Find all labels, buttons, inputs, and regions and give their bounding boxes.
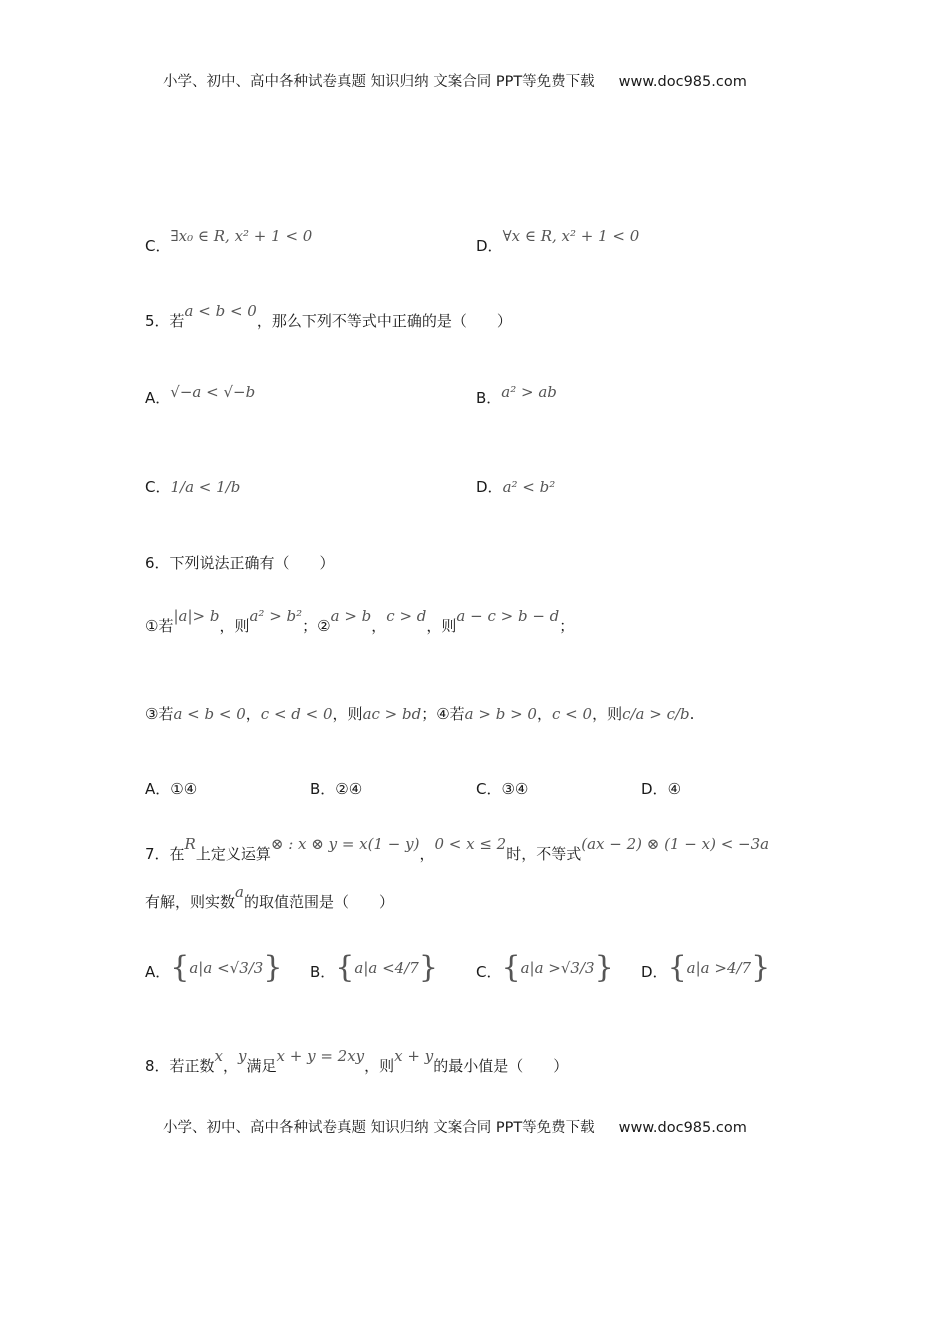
sep: ， (371, 617, 387, 635)
s4-prefix: ；④若 (421, 705, 465, 723)
q5-b-math: a² > ab (501, 383, 557, 401)
option-label: A． (145, 963, 171, 981)
q8-expression: x + y (394, 1047, 434, 1065)
option-value: ④ (667, 780, 682, 798)
option-label: A． (145, 780, 171, 798)
q7-range: 0 < x ≤ 2 (434, 835, 507, 853)
q7-a: a (235, 883, 244, 901)
q8-y: y (238, 1047, 247, 1065)
q6-option-c (476, 778, 528, 799)
q7-R: R (184, 835, 196, 853)
q5-number: 5．若 (145, 312, 185, 330)
option-value: ①④ (170, 780, 198, 798)
q5-option-d (476, 476, 555, 497)
option-label: D． (641, 963, 668, 981)
q5-option-a (145, 383, 256, 408)
q5-option-b (476, 383, 557, 408)
s2-end: ； (559, 617, 575, 635)
s1-res: a² > b² (249, 607, 303, 625)
q6-text: 6．下列说法正确有（ ） (145, 554, 335, 572)
option-relation: a|a > (520, 958, 561, 977)
option-relation: a|a > (686, 958, 727, 977)
option-label: B． (310, 780, 336, 798)
option-value: 4/7 (394, 958, 419, 977)
option-value: ②④ (335, 780, 363, 798)
q7-text1: 上定义运算 (195, 845, 271, 863)
s2-prefix: ；② (302, 617, 331, 635)
q6-option-a (145, 778, 197, 799)
q4-d-math: ∀x ∈ R, x² + 1 < 0 (502, 227, 640, 245)
s2-res: a − c > b − d (456, 607, 560, 625)
q7-option-a (145, 950, 282, 985)
header-url[interactable]: www.doc985.com (618, 74, 747, 90)
q8-stem (145, 1047, 569, 1076)
q6-stem (145, 552, 335, 573)
option-label: C． (145, 237, 171, 255)
s1-cond: |a|> b (173, 607, 220, 625)
option-relation: a|a < (189, 958, 230, 977)
q8-condition: x + y = 2xy (276, 1047, 365, 1065)
s1-then: ，则 (219, 617, 250, 635)
q7-stem-line1 (145, 835, 770, 864)
left-brace-icon: { (335, 950, 355, 985)
option-label: D． (476, 237, 503, 255)
option-label: B． (310, 963, 336, 981)
q5-stem (145, 302, 512, 331)
header-text: 小学、初中、高中各种试卷真题 知识归纳 文案合同 PPT等免费下载 (163, 74, 595, 90)
option-label: C． (476, 963, 502, 981)
q8-text3: 的最小值是（ ） (433, 1057, 569, 1075)
s3-c1: a < b < 0 (173, 705, 246, 723)
end-mark: . (689, 705, 695, 723)
q5-a-math: √−a < √−b (170, 383, 256, 401)
option-label: D． (641, 780, 668, 798)
q5-condition: a < b < 0 (184, 302, 257, 320)
q7-line2a: 有解，则实数 (145, 893, 236, 911)
q6-option-d (641, 778, 681, 799)
q4-c-math: ∃x₀ ∈ R, x² + 1 < 0 (170, 227, 313, 245)
q8-text1: 满足 (246, 1057, 277, 1075)
q8-comma: ， (223, 1057, 239, 1075)
sep: ， (536, 705, 552, 723)
option-label: B． (476, 389, 502, 407)
q5-text: ，那么下列不等式中正确的是（ ） (256, 312, 512, 330)
left-brace-icon: { (501, 950, 521, 985)
s3-c2: c < d < 0 (260, 705, 333, 723)
q7-number: 7．在 (145, 845, 185, 863)
q7-inequality: (ax − 2) ⊗ (1 − x) < −3a (581, 835, 770, 853)
q5-option-c (145, 476, 240, 497)
s2-c2: c > d (386, 607, 427, 625)
right-brace-icon: } (594, 950, 614, 985)
q8-x: x (214, 1047, 224, 1065)
q7-option-c (476, 950, 614, 985)
option-label: C． (476, 780, 502, 798)
q7-option-d (641, 950, 770, 985)
q7-op-def: ⊗ : x ⊗ y = x(1 − y) (270, 835, 420, 853)
q7-stem-line2 (145, 883, 394, 912)
q6-option-b (310, 778, 362, 799)
option-value: √3/3 (560, 958, 595, 977)
q4-option-c (145, 227, 313, 256)
right-brace-icon: } (418, 950, 438, 985)
footer-text: 小学、初中、高中各种试卷真题 知识归纳 文案合同 PPT等免费下载 (163, 1120, 595, 1136)
s2-then: ，则 (426, 617, 457, 635)
page-footer (163, 1116, 747, 1137)
left-brace-icon: { (170, 950, 190, 985)
option-relation: a|a < (354, 958, 395, 977)
option-value: 4/7 (726, 958, 752, 977)
s3-then: ，则 (332, 705, 363, 723)
q6-statements-3-4 (145, 703, 694, 724)
q6-statements-1-2 (145, 607, 575, 636)
s4-res: c/a > c/b (622, 705, 690, 723)
q7-text2: 时，不等式 (506, 845, 582, 863)
s3-res: ac > bd (362, 705, 422, 723)
q8-number: 8．若正数 (145, 1057, 215, 1075)
left-brace-icon: { (667, 950, 687, 985)
right-brace-icon: } (751, 950, 771, 985)
page-header (163, 70, 747, 91)
q4-option-d (476, 227, 640, 256)
q5-c-math: 1/a < 1/b (170, 478, 241, 496)
q8-text2: ，则 (364, 1057, 395, 1075)
s4-c1: a > b > 0 (464, 705, 537, 723)
sep: ， (245, 705, 261, 723)
option-value: ③④ (501, 780, 529, 798)
right-brace-icon: } (263, 950, 283, 985)
s3-prefix: ③若 (145, 705, 174, 723)
q7-line2b: 的取值范围是（ ） (243, 893, 394, 911)
s4-c2: c < 0 (552, 705, 593, 723)
option-label: C． (145, 478, 171, 496)
q7-comma: ， (419, 845, 435, 863)
s2-c1: a > b (330, 607, 372, 625)
s1-prefix: ①若 (145, 617, 174, 635)
option-value: √3/3 (229, 958, 264, 977)
option-label: A． (145, 389, 171, 407)
footer-url[interactable]: www.doc985.com (618, 1120, 747, 1136)
option-label: D． (476, 478, 503, 496)
q5-d-math: a² < b² (502, 478, 556, 496)
q7-option-b (310, 950, 438, 985)
s4-then: ，则 (592, 705, 623, 723)
